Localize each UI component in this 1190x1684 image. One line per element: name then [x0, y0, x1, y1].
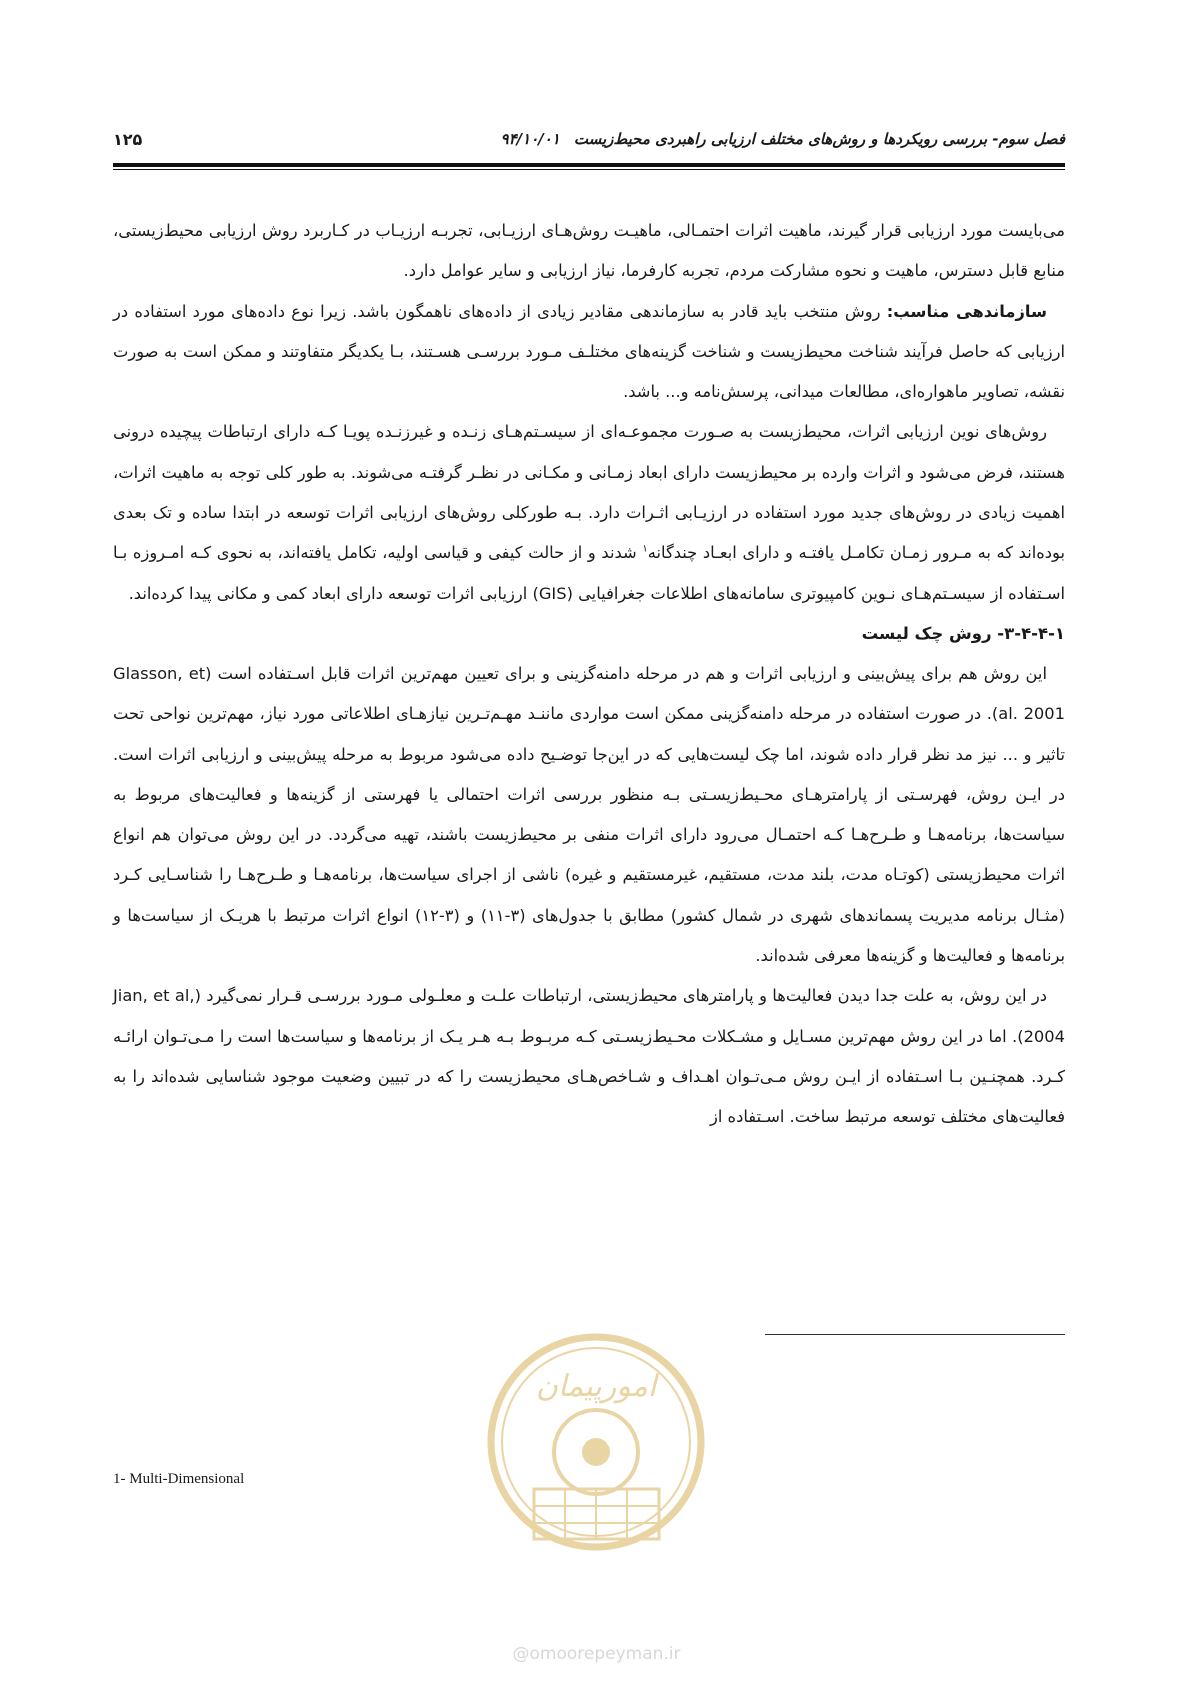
- page-header: [113, 128, 1065, 158]
- paragraph-lead-term: سازماندهی مناسب:: [886, 301, 1047, 321]
- paragraph-proper-organization: [113, 292, 1065, 413]
- section-heading: ۳-۴-۴-۱- روش چک لیست: [861, 623, 1065, 643]
- header-rule-thick: [113, 163, 1065, 167]
- footnote: 1- Multi-Dimensional: [113, 1471, 245, 1487]
- header-rule-thin: [113, 169, 1065, 170]
- footnote-separator: [765, 1334, 1065, 1335]
- watermark-url: @omoorepeyman.ir: [512, 1644, 681, 1664]
- watermark-seal-icon: [479, 1324, 714, 1644]
- watermark: [479, 1324, 714, 1669]
- footnote-reference: ۱: [642, 543, 648, 555]
- header-date: ۹۴/۱۰/۰۱: [500, 130, 560, 148]
- paragraph-checklist-method: این روش هم برای پیش‌بینی و ارزیابی اثرات و هم در مرحله دامنه‌گزینی و برای تعیین مهم‌ترین اثرات قابل اسـتفاده است (Glasson, et al. 2001). در صورت استفاده در مرحله دامنه‌گزینی ممکن است مواردی ماننـد مهـم‌تـرین نیازهـای اطلاعاتی مورد نیاز، مهم‌ترین نواحی تحت تاثیر و ... نیز مد نظر قرار داده شوند، اما چک لیست‌هایی که در این‌جا توضـیح داده می‌شود مربوط به مرحله پیش‌بینی و ارزیابی اثرات است. در ایـن روش، فهرسـتی از پارامترهـای محـیط‌زیسـتی بـه منظور بررسی اثرات احتمالی یا فهرستی از گزینه‌ها و فعالیت‌های مربوط به سیاست‌ها، برنامه‌هـا و طـرح‌هـا کـه احتمـال می‌رود دارای اثرات منفی بر محیط‌زیست باشند، تهیه می‌گردد. در این روش می‌توان هم انواع اثرات محیط‌زیستی (کوتـاه مدت، بلند مدت، مستقیم، غیرمستقیم و غیره) ناشی از اجرای سیاست‌ها، برنامه‌هـا و طـرح‌هـا را شناسـایی کـرد (مثـال برنامه مدیریت پسماندهای شهری در شمال کشور) مطابق با جدول‌های (۳-۱۱) و (۳-۱۲) انواع اثرات مرتبط با هریـک از سیاست‌ها و برنامه‌ها و فعالیت‌ها و گزینه‌ها معرفی شده‌اند.: [113, 663, 1066, 966]
- paragraph-modern-methods: [113, 412, 1065, 613]
- page-number: ۱۲۵: [113, 130, 143, 149]
- chapter-title: فصل سوم- بررسی رویکردها و روش‌های مختلف ارزیابی راهبردی محیط‌زیست: [573, 130, 1065, 148]
- body-text: [113, 211, 1065, 1138]
- paragraph-text-part-a: روش‌های نوین ارزیابی اثرات، محیط‌زیست به صـورت مجموعـه‌ای از سیسـتم‌هـای زنـده و غیرزنـده پویـا کـه دارای ارتباطات پیچیده درونی هستند، فرض می‌شود و اثرات وارده بر محیط‌زیست دارای ابعاد زمـانی و مکـانی در نظـر گرفتـه می‌شوند. به طور کلی توجه به ماهیت اثرات، اهمیت زیادی در روش‌های جدید مورد استفاده در ارزیـابی اثـرات دارد. بـه طورکلی روش‌های ارزیابی اثرات توسعه در ابتدا ساده و تک بعدی بوده‌اند که به مـرور زمـان تکامـل یافتـه و دارای ابعـاد چندگانه: [113, 422, 1066, 563]
- paragraph-checklist-limitations: در این روش، به علت جدا دیدن فعالیت‌ها و پارامترهای محیط‌زیستی، ارتباطات علـت و معلـولی مـورد بررسـی قـرار نمی‌گیرد (Jian, et al, 2004). اما در این روش مهم‌ترین مسـایل و مشـکلات محـیط‌زیسـتی کـه مربـوط بـه هـر یـک از برنامه‌ها و سیاست‌ها است را مـی‌تـوان ارائـه کـرد. همچنـین بـا اسـتفاده از ایـن روش مـی‌تـوان اهـداف و شـاخص‌هـای محیط‌زیست را که در تبیین وضعیت موجود شناسایی شده‌اند را به فعالیت‌های مختلف توسعه مرتبط ساخت. اسـتفاده از: [113, 986, 1065, 1127]
- paragraph-continued: می‌بایست مورد ارزیابی قرار گیرند، ماهیت اثرات احتمـالی، ماهیـت روش‌هـای ارزیـابی، تجربـه ارزیـاب در کـاربرد روش ارزیابی محیط‌زیستی، منابع قابل دسترس، ماهیت و نحوه مشارکت مردم، تجربه کارفرما، نیاز ارزیابی و سایر عوامل دارد.: [113, 221, 1065, 281]
- running-title: [501, 130, 1065, 148]
- paragraph-text: روش منتخب باید قادر به سازماندهی مقادیر زیادی از داده‌های ناهمگون باشد. زیرا نوع داده‌های مورد استفاده در ارزیابی که حاصل فرآیند شناخت محیط‌زیست و شناخت گزینه‌های مختلـف مـورد بررسـی هسـتند، بـا یکدیگر متفاوتند و ممکن است به صورت نقشه، تصاویر ماهواره‌ای، مطالعات میدانی، پرسش‌نامه و... باشد.: [113, 301, 1065, 402]
- watermark-logo-text: امورپیمان: [535, 1369, 657, 1404]
- paragraph-text-part-b: شدند و از حالت کیفی و قیاسی اولیه، تکامل یافته‌اند، به نحوی کـه امـروزه بـا اسـتفاده از سیسـتم‌هـای نـوین کامپیوتری سامانه‌های اطلاعات جغرافیایی (GIS) ارزیابی اثرات توسعه دارای ابعاد کمی و مکانی پیدا کرده‌اند.: [113, 543, 1065, 603]
